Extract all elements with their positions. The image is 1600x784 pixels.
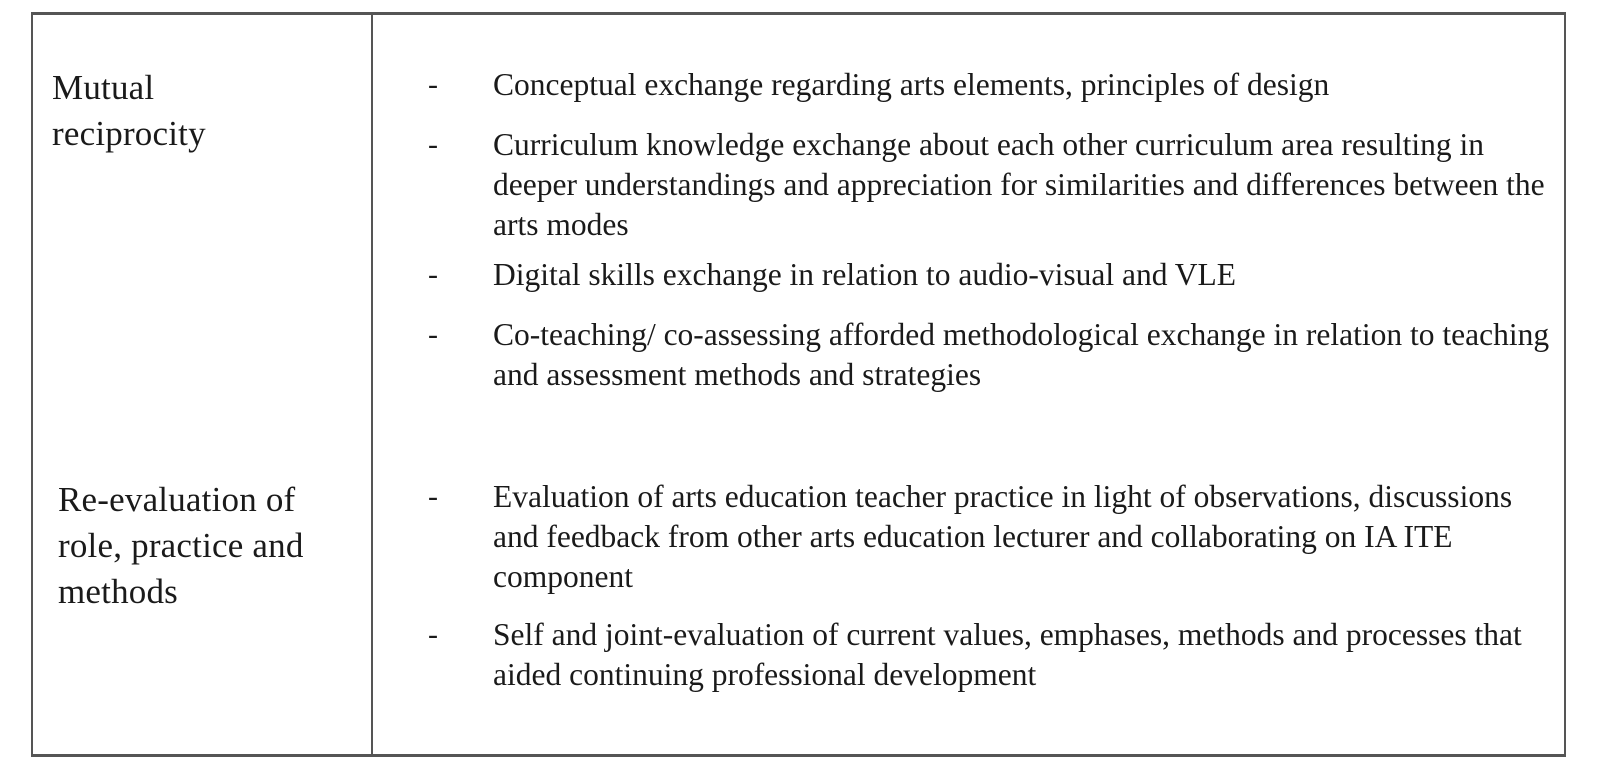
column-divider <box>371 15 373 754</box>
bullet-dash: - <box>428 318 438 351</box>
bullet-dash: - <box>428 258 438 291</box>
list-item: Curriculum knowledge exchange about each other curriculum area resulting in deeper understandings and appreciation for similarities and differences between the arts modes <box>493 127 1545 242</box>
row-label-re-evaluation: Re-evaluation of role, practice and methods <box>58 480 304 611</box>
bullet-dash: - <box>428 618 438 651</box>
bullet-dash: - <box>428 480 438 513</box>
list-item: Co-teaching/ co-assessing afforded methodological exchange in relation to teaching and assessment methods and strategies <box>493 317 1550 392</box>
bullet-dash: - <box>428 68 438 101</box>
table <box>31 12 1566 757</box>
list-item: Self and joint-evaluation of current values, emphases, methods and processes that aided continuing professional development <box>493 617 1522 692</box>
list-item: Digital skills exchange in relation to audio-visual and VLE <box>493 257 1237 292</box>
bullet-dash: - <box>428 128 438 161</box>
list-item: Conceptual exchange regarding arts elements, principles of design <box>493 67 1330 102</box>
row-label-mutual-reciprocity: Mutual reciprocity <box>52 68 206 153</box>
list-item: Evaluation of arts education teacher practice in light of observations, discussions and feedback from other arts education lecturer and collaborating on IA ITE component <box>493 479 1513 594</box>
